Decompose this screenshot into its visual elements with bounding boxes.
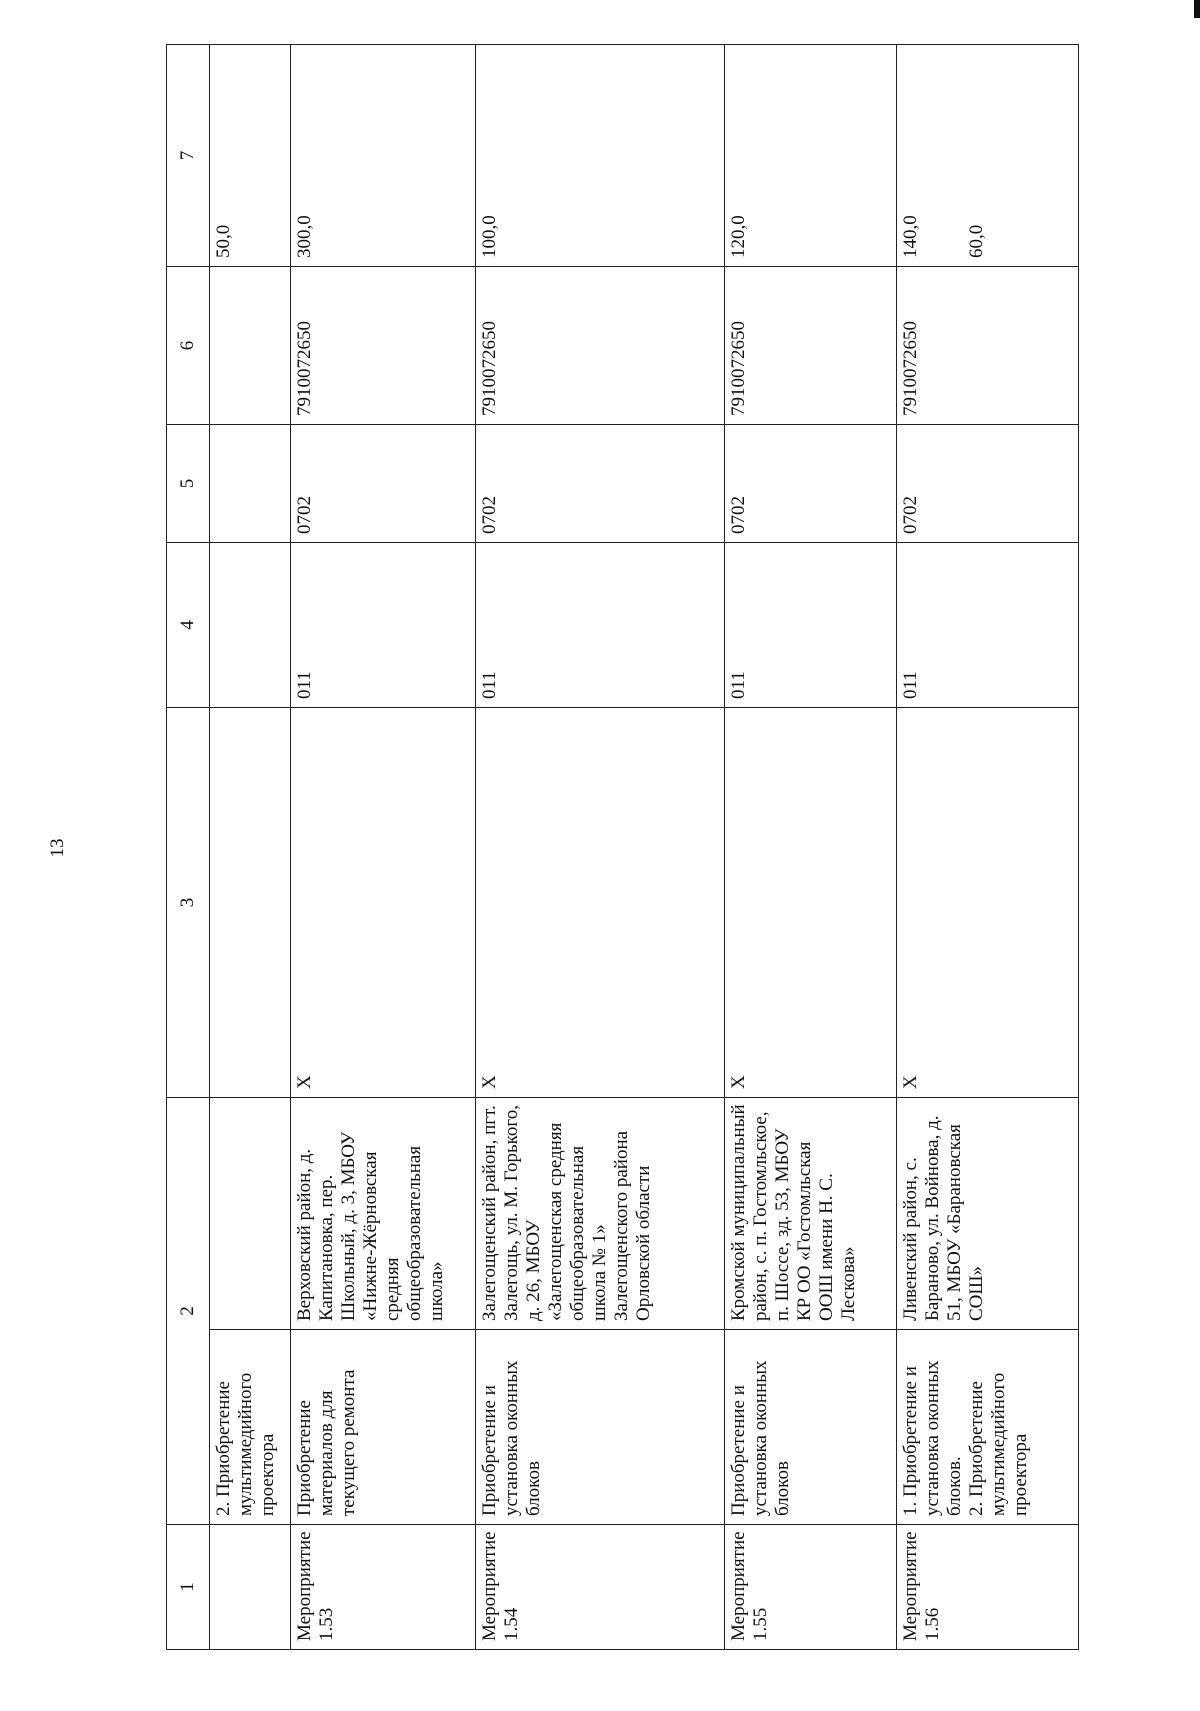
- col6-cell: [210, 267, 291, 425]
- table-row: [897, 45, 1079, 1650]
- header-cell-7: 7: [167, 45, 210, 267]
- amount-cell: 50,0: [210, 45, 291, 267]
- amount-cell: [725, 45, 897, 267]
- description-cell: Приобретение и установка оконных блоков: [725, 1330, 897, 1525]
- col4-cell: 011: [725, 543, 897, 708]
- col6-cell: 7910072650: [897, 267, 1079, 425]
- amount-cell: [476, 45, 725, 267]
- budget-table: [166, 44, 1079, 1650]
- location-cell: [210, 1098, 291, 1330]
- col4-cell: [210, 543, 291, 708]
- amount-value: 120,0: [728, 215, 749, 258]
- event-cell: Мероприятие 1.55: [725, 1525, 897, 1650]
- header-cell-3: 3: [167, 708, 210, 1098]
- table-header-row: [167, 45, 210, 1650]
- col4-cell: 011: [897, 543, 1079, 708]
- col3-cell: Х: [476, 708, 725, 1098]
- location-cell: Кромской муниципальный район, с. п. Гостомльское, п. Шоссе, зд. 53, МБОУ КР ОО «Гостомльская ООШ имени Н. С. Лескова»: [725, 1098, 897, 1330]
- event-cell: Мероприятие 1.56: [897, 1525, 1079, 1650]
- header-cell-1: 1: [167, 1525, 210, 1650]
- description-cell: 2. Приобретение мультимедийного проектора: [210, 1330, 291, 1525]
- rotated-table-wrapper: [166, 45, 1081, 1650]
- col3-cell: Х: [725, 708, 897, 1098]
- col6-cell: 7910072650: [725, 267, 897, 425]
- amount-value: 300,0: [294, 215, 315, 258]
- description-cell: Приобретение и установка оконных блоков: [476, 1330, 725, 1525]
- col4-cell: 011: [291, 543, 476, 708]
- location-cell: Ливенский район, с. Бараново, ул. Войнова, д. 51, МБОУ «Барановская СОШ»: [897, 1098, 1079, 1330]
- header-cell-2: 2: [167, 1098, 210, 1525]
- col5-cell: 0702: [725, 425, 897, 543]
- scan-artifact-mark: [1194, 0, 1200, 18]
- event-cell: [210, 1525, 291, 1650]
- description-cell: Приобретение материалов для текущего ремонта: [291, 1330, 476, 1525]
- page-number: 13: [47, 838, 68, 858]
- event-cell: Мероприятие 1.53: [291, 1525, 476, 1650]
- table-row: [476, 45, 725, 1650]
- col6-cell: 7910072650: [291, 267, 476, 425]
- header-cell-6: 6: [167, 267, 210, 425]
- col3-cell: Х: [897, 708, 1079, 1098]
- amount-value: 100,0: [479, 215, 500, 258]
- amount-cell: [897, 45, 1079, 267]
- col5-cell: 0702: [291, 425, 476, 543]
- amount-cell: [291, 45, 476, 267]
- location-cell: Залегощенский район, пгт. Залегощь, ул. М. Горького, д. 26, МБОУ «Залегощенская средняя общеобразовательная школа № 1» Залегощенского района Орловской области: [476, 1098, 725, 1330]
- col4-cell: 011: [476, 543, 725, 708]
- event-cell: Мероприятие 1.54: [476, 1525, 725, 1650]
- description-line: 1. Приобретение и установка оконных блоков. 2. Приобретение мультимедийного проектора: [900, 1360, 1031, 1516]
- location-cell: Верховский район, д. Капитановка, пер. Школьный, д. 3, МБОУ «Нижне-Жёрновская средняя общеобразовательная школа»: [291, 1098, 476, 1330]
- amount-value: 140,0: [900, 215, 921, 258]
- table-row-continuation: [210, 45, 291, 1650]
- header-cell-4: 4: [167, 543, 210, 708]
- col3-cell: Х: [291, 708, 476, 1098]
- header-cell-5: 5: [167, 425, 210, 543]
- col5-cell: [210, 425, 291, 543]
- col3-cell: [210, 708, 291, 1098]
- amount-spacer: [922, 51, 966, 258]
- table-row: [725, 45, 897, 1650]
- col5-cell: 0702: [897, 425, 1079, 543]
- amount-value-second: 60,0: [966, 224, 987, 258]
- col5-cell: 0702: [476, 425, 725, 543]
- col6-cell: 7910072650: [476, 267, 725, 425]
- description-cell: [897, 1330, 1079, 1525]
- table-row: [291, 45, 476, 1650]
